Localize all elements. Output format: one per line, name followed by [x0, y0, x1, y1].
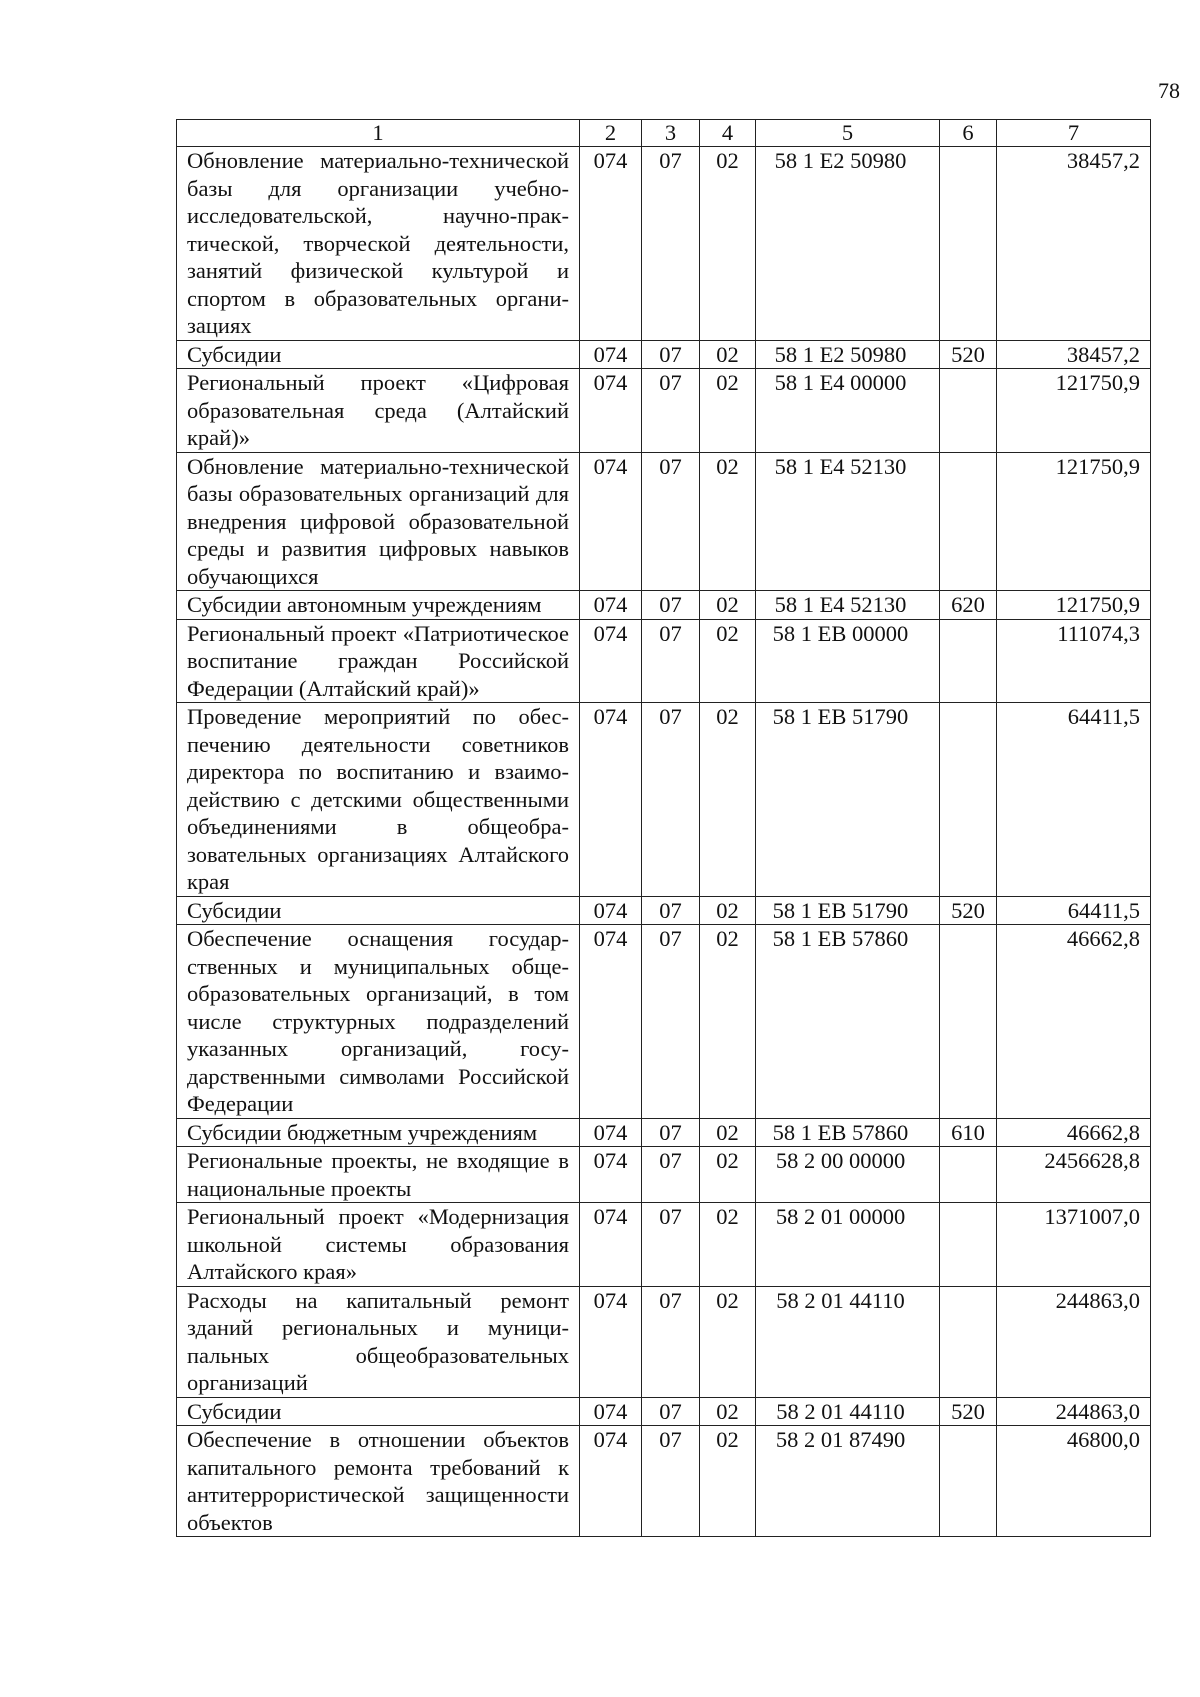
amount-cell: 46662,8 [997, 925, 1151, 1119]
section-code-cell: 07 [642, 1203, 700, 1287]
section-code-cell: 07 [642, 1147, 700, 1203]
amount-cell: 121750,9 [997, 591, 1151, 620]
expense-type-cell: 520 [940, 1397, 997, 1426]
subsection-code-cell: 02 [700, 591, 756, 620]
ministry-code-cell: 074 [580, 1203, 642, 1287]
subsection-code-cell: 02 [700, 1286, 756, 1397]
subsection-code-cell: 02 [700, 1203, 756, 1287]
amount-cell: 244863,0 [997, 1286, 1151, 1397]
target-article-cell: 58 1 EB 51790 [756, 703, 940, 897]
section-code-cell: 07 [642, 896, 700, 925]
table-row [177, 369, 1151, 453]
table-row [177, 619, 1151, 703]
section-code-cell: 07 [642, 703, 700, 897]
target-article-cell: 58 1 EB 57860 [756, 925, 940, 1119]
subsection-code-cell: 02 [700, 896, 756, 925]
table-row [177, 452, 1151, 591]
expense-type-cell: 520 [940, 896, 997, 925]
subsection-code-cell: 02 [700, 619, 756, 703]
budget-table [176, 119, 1151, 1537]
row-name-cell: Региональный проект «Патриотическое воспитание граждан Российской Федерации (Алтайский край)» [177, 619, 580, 703]
expense-type-cell [940, 1426, 997, 1537]
ministry-code-cell: 074 [580, 1426, 642, 1537]
subsection-code-cell: 02 [700, 340, 756, 369]
table-header-row [177, 120, 1151, 147]
amount-cell: 1371007,0 [997, 1203, 1151, 1287]
column-header: 7 [997, 120, 1151, 147]
expense-type-cell [940, 1286, 997, 1397]
ministry-code-cell: 074 [580, 591, 642, 620]
target-article-cell: 58 1 EB 00000 [756, 619, 940, 703]
section-code-cell: 07 [642, 925, 700, 1119]
subsection-code-cell: 02 [700, 1147, 756, 1203]
target-article-cell: 58 1 E4 52130 [756, 591, 940, 620]
row-name-cell: Региональный проект «Модернизация школьной системы образования Алтайского края» [177, 1203, 580, 1287]
row-name-cell: Субсидии бюджетным учреждениям [177, 1118, 580, 1147]
table-row [177, 703, 1151, 897]
subsection-code-cell: 02 [700, 703, 756, 897]
amount-cell: 38457,2 [997, 147, 1151, 341]
expense-type-cell [940, 703, 997, 897]
column-header: 5 [756, 120, 940, 147]
section-code-cell: 07 [642, 147, 700, 341]
column-header: 3 [642, 120, 700, 147]
subsection-code-cell: 02 [700, 147, 756, 341]
table-row [177, 1147, 1151, 1203]
expense-type-cell [940, 619, 997, 703]
section-code-cell: 07 [642, 1286, 700, 1397]
ministry-code-cell: 074 [580, 452, 642, 591]
row-name-cell: Субсидии [177, 896, 580, 925]
table-row [177, 1286, 1151, 1397]
amount-cell: 121750,9 [997, 369, 1151, 453]
expense-type-cell [940, 925, 997, 1119]
ministry-code-cell: 074 [580, 1286, 642, 1397]
ministry-code-cell: 074 [580, 340, 642, 369]
ministry-code-cell: 074 [580, 1118, 642, 1147]
column-header: 2 [580, 120, 642, 147]
section-code-cell: 07 [642, 1397, 700, 1426]
row-name-cell: Региональный проект «Цифровая образовательная среда (Алтайский край)» [177, 369, 580, 453]
expense-type-cell [940, 147, 997, 341]
ministry-code-cell: 074 [580, 896, 642, 925]
row-name-cell: Обеспечение в отношении объектов капитального ремонта требований к антитеррористической защищенности объектов [177, 1426, 580, 1537]
row-name-cell: Обновление материально-технической базы для организации учебно-исследовательской, научно-практической, творческой деятельности, занятий физической культурой и спортом в образовательных организациях [177, 147, 580, 341]
ministry-code-cell: 074 [580, 1147, 642, 1203]
ministry-code-cell: 074 [580, 147, 642, 341]
row-name-cell: Обеспечение оснащения государственных и муниципальных общеобразовательных организаций, в том числе структурных подразделений указанных организаций, государственными символами Российской Федерации [177, 925, 580, 1119]
amount-cell: 121750,9 [997, 452, 1151, 591]
subsection-code-cell: 02 [700, 925, 756, 1119]
expense-type-cell: 610 [940, 1118, 997, 1147]
column-header: 1 [177, 120, 580, 147]
target-article-cell: 58 2 01 87490 [756, 1426, 940, 1537]
amount-cell: 38457,2 [997, 340, 1151, 369]
expense-type-cell [940, 369, 997, 453]
row-name-cell: Обновление материально-технической базы образовательных организаций для внедрения цифровой образовательной среды и развития цифровых навыков обучающихся [177, 452, 580, 591]
target-article-cell: 58 1 EB 51790 [756, 896, 940, 925]
expense-type-cell [940, 1203, 997, 1287]
table-row [177, 925, 1151, 1119]
ministry-code-cell: 074 [580, 925, 642, 1119]
row-name-cell: Региональные проекты, не входящие в национальные проекты [177, 1147, 580, 1203]
subsection-code-cell: 02 [700, 1426, 756, 1537]
page-number: 78 [1158, 78, 1180, 103]
row-name-cell: Субсидии автономным учреждениям [177, 591, 580, 620]
target-article-cell: 58 2 01 44110 [756, 1286, 940, 1397]
table-body [177, 147, 1151, 1537]
ministry-code-cell: 074 [580, 369, 642, 453]
row-name-cell: Субсидии [177, 1397, 580, 1426]
target-article-cell: 58 2 01 00000 [756, 1203, 940, 1287]
column-header: 4 [700, 120, 756, 147]
amount-cell: 2456628,8 [997, 1147, 1151, 1203]
section-code-cell: 07 [642, 591, 700, 620]
expense-type-cell [940, 1147, 997, 1203]
section-code-cell: 07 [642, 340, 700, 369]
section-code-cell: 07 [642, 1426, 700, 1537]
row-name-cell: Проведение мероприятий по обеспечению деятельности советников директора по воспитанию и взаимодействию с детскими общественными объединениями в общеобразовательных организациях Алтайского края [177, 703, 580, 897]
target-article-cell: 58 1 E4 52130 [756, 452, 940, 591]
target-article-cell: 58 1 E4 00000 [756, 369, 940, 453]
expense-type-cell: 520 [940, 340, 997, 369]
section-code-cell: 07 [642, 1118, 700, 1147]
target-article-cell: 58 1 EB 57860 [756, 1118, 940, 1147]
target-article-cell: 58 1 E2 50980 [756, 340, 940, 369]
section-code-cell: 07 [642, 452, 700, 591]
subsection-code-cell: 02 [700, 1118, 756, 1147]
amount-cell: 111074,3 [997, 619, 1151, 703]
ministry-code-cell: 074 [580, 703, 642, 897]
column-header: 6 [940, 120, 997, 147]
expense-type-cell: 620 [940, 591, 997, 620]
amount-cell: 64411,5 [997, 703, 1151, 897]
table-row [177, 1397, 1151, 1426]
row-name-cell: Субсидии [177, 340, 580, 369]
row-name-cell: Расходы на капитальный ремонт зданий региональных и муниципальных общеобразовательных организаций [177, 1286, 580, 1397]
table-row [177, 1426, 1151, 1537]
ministry-code-cell: 074 [580, 1397, 642, 1426]
amount-cell: 46800,0 [997, 1426, 1151, 1537]
amount-cell: 46662,8 [997, 1118, 1151, 1147]
section-code-cell: 07 [642, 619, 700, 703]
table-row [177, 147, 1151, 341]
subsection-code-cell: 02 [700, 1397, 756, 1426]
subsection-code-cell: 02 [700, 452, 756, 591]
subsection-code-cell: 02 [700, 369, 756, 453]
section-code-cell: 07 [642, 369, 700, 453]
table-row [177, 896, 1151, 925]
amount-cell: 244863,0 [997, 1397, 1151, 1426]
target-article-cell: 58 1 E2 50980 [756, 147, 940, 341]
ministry-code-cell: 074 [580, 619, 642, 703]
target-article-cell: 58 2 00 00000 [756, 1147, 940, 1203]
table-row [177, 1203, 1151, 1287]
table-row [177, 340, 1151, 369]
amount-cell: 64411,5 [997, 896, 1151, 925]
expense-type-cell [940, 452, 997, 591]
table-row [177, 591, 1151, 620]
target-article-cell: 58 2 01 44110 [756, 1397, 940, 1426]
table-row [177, 1118, 1151, 1147]
